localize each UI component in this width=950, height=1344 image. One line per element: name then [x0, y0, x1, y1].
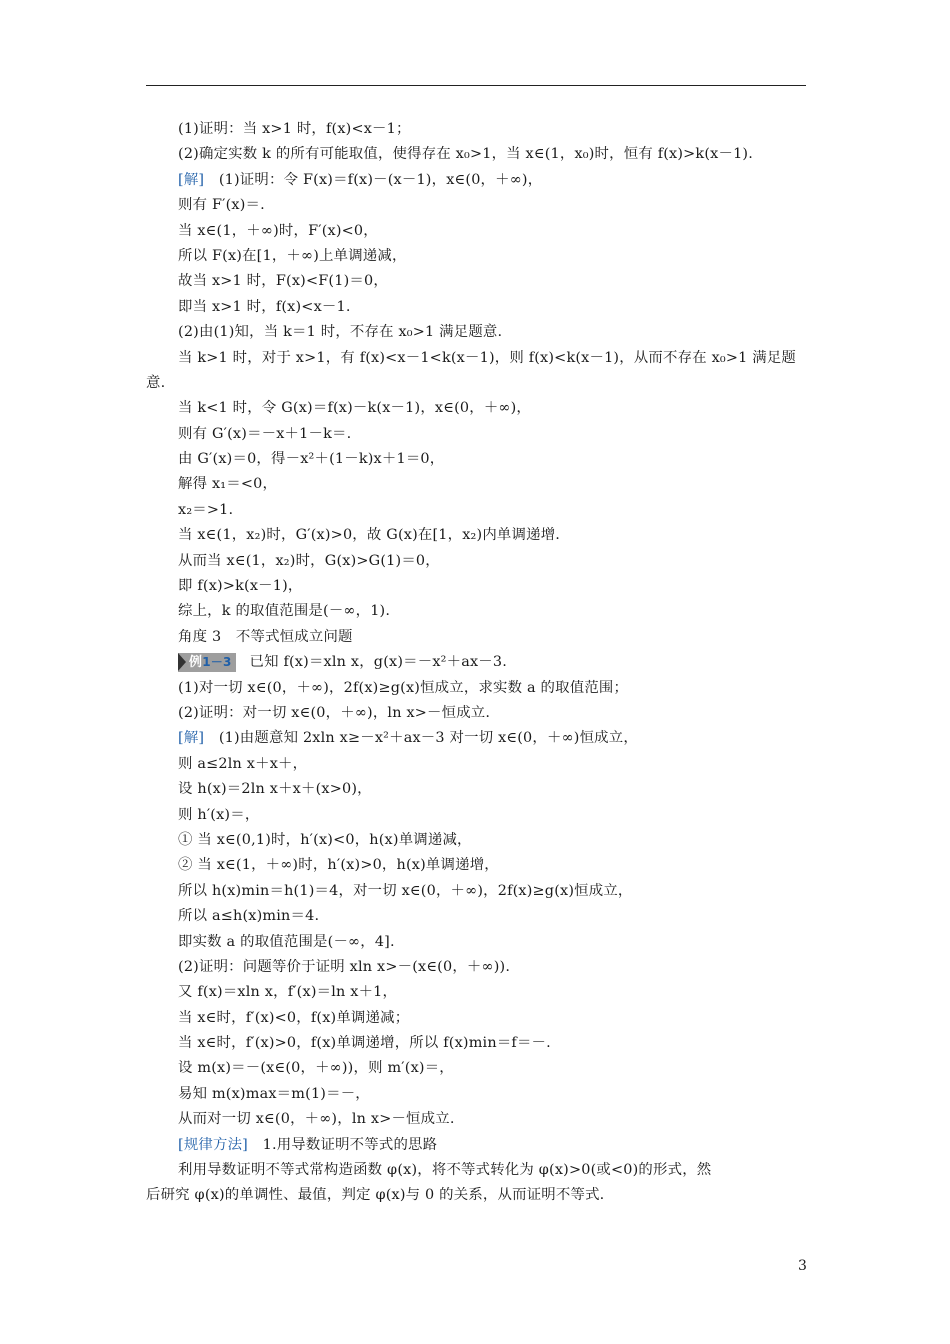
text-line	[146, 193, 810, 218]
line-text: 则 h′(x)＝，	[178, 806, 260, 823]
text-line	[146, 422, 810, 447]
text-line	[146, 1056, 810, 1081]
text-line	[146, 1107, 810, 1132]
line-text: (2)确定实数 k 的所有可能取值，使得存在 x₀>1，当 x∈(1，x₀)时，恒有 f(x)>k(x－1).	[178, 146, 754, 163]
text-line	[146, 346, 810, 371]
line-text: 综上，k 的取值范围是(－∞，1).	[178, 603, 391, 620]
text-line	[146, 320, 810, 345]
line-text: 意.	[146, 374, 166, 391]
text-line	[146, 1031, 810, 1056]
text-line	[146, 396, 810, 421]
text-line	[146, 549, 810, 574]
text-line	[146, 1158, 810, 1183]
line-text: 则 a≤2ln x＋x＋，	[178, 755, 308, 772]
text-line	[146, 117, 810, 142]
line-text: x₂＝>1.	[178, 501, 234, 518]
line-text: 故当 x>1 时，F(x)<F(1)＝0，	[178, 273, 388, 290]
text-line	[146, 142, 810, 167]
line-text: 即实数 a 的取值范围是(－∞，4].	[178, 933, 395, 950]
line-text: 角度 3 不等式恒成立问题	[178, 628, 353, 645]
text-line	[146, 219, 810, 244]
line-text: 当 x∈(1，＋∞)时，F′(x)<0，	[178, 222, 378, 239]
text-line	[146, 1006, 810, 1031]
line-text: 从而对一切 x∈(0，＋∞)，ln x>－恒成立.	[178, 1111, 455, 1128]
text-line	[146, 828, 810, 853]
example-label: 例	[189, 655, 203, 671]
line-text: 则有 G′(x)＝－x＋1－k＝.	[178, 425, 352, 442]
text-line	[146, 447, 810, 472]
line-text: 易知 m(x)max＝m(1)＝－，	[178, 1085, 370, 1102]
section-tag: [规律方法]	[178, 1136, 248, 1153]
text-line	[146, 625, 810, 650]
text-line	[146, 1082, 810, 1107]
section-tag: [解]	[178, 171, 205, 188]
text-line	[146, 599, 810, 624]
line-text: 当 x∈时，f′(x)<0，f(x)单调递减；	[178, 1009, 410, 1026]
line-text: 利用导数证明不等式常构造函数 φ(x)，将不等式转化为 φ(x)>0(或<0)的形式，然	[178, 1162, 712, 1179]
line-text: 后研究 φ(x)的单调性、最值，判定 φ(x)与 0 的关系，从而证明不等式.	[146, 1187, 605, 1204]
line-text: (1)证明：当 x>1 时，f(x)<x－1；	[178, 121, 411, 137]
text-line	[146, 904, 810, 929]
line-text: ② 当 x∈(1，＋∞)时，h′(x)>0，h(x)单调递增，	[178, 857, 499, 874]
example-number: 1－3	[202, 655, 232, 670]
line-text: (2)由(1)知，当 k＝1 时，不存在 x₀>1 满足题意.	[178, 324, 503, 341]
line-text: 当 x∈时，f′(x)>0，f(x)单调递增，所以 f(x)min＝f＝－.	[178, 1035, 551, 1052]
line-text: 已知 f(x)＝xln x，g(x)＝－x²＋ax－3.	[249, 654, 508, 671]
text-line	[146, 472, 810, 497]
text-line	[146, 574, 810, 599]
text-line	[146, 701, 810, 726]
text-line	[146, 498, 810, 523]
text-line	[146, 523, 810, 548]
text-line	[146, 371, 810, 396]
text-line	[146, 295, 810, 320]
line-text: 从而当 x∈(1，x₂)时，G(x)>G(1)＝0，	[178, 552, 440, 569]
line-text: (1)证明：令 F(x)＝f(x)－(x－1)，x∈(0，＋∞)，	[204, 171, 543, 188]
line-text: 又 f(x)＝xln x，f′(x)＝ln x＋1，	[178, 984, 398, 1001]
line-text: 1.用导数证明不等式的思路	[248, 1136, 438, 1153]
document-body	[146, 117, 810, 1209]
line-text: 当 k<1 时，令 G(x)＝f(x)－k(x－1)，x∈(0，＋∞)，	[178, 400, 532, 417]
text-line	[146, 244, 810, 269]
line-text: ① 当 x∈(0,1)时，h′(x)<0，h(x)单调递减，	[178, 831, 472, 848]
text-line	[146, 1183, 810, 1208]
text-line	[146, 676, 810, 701]
text-line	[146, 752, 810, 777]
text-line	[146, 269, 810, 294]
example-badge	[178, 653, 236, 672]
text-line	[146, 879, 810, 904]
text-line	[146, 168, 810, 193]
text-line	[146, 650, 810, 675]
line-text: 设 m(x)＝－(x∈(0，＋∞))，则 m′(x)＝，	[178, 1060, 454, 1077]
line-text: 即当 x>1 时，f(x)<x－1.	[178, 298, 351, 315]
line-text: 设 h(x)＝2ln x＋x＋(x>0)，	[178, 781, 372, 798]
text-line	[146, 980, 810, 1005]
line-text: 由 G′(x)＝0，得－x²＋(1－k)x＋1＝0，	[178, 451, 445, 468]
header-rule	[146, 85, 806, 86]
line-text: 所以 F(x)在[1，＋∞)上单调递减，	[178, 247, 407, 264]
text-line	[146, 726, 810, 751]
text-line	[146, 930, 810, 955]
line-text: (2)证明：问题等价于证明 xln x>－(x∈(0，＋∞)).	[178, 958, 511, 975]
text-line	[146, 853, 810, 878]
section-tag: [解]	[178, 730, 205, 747]
line-text: 当 x∈(1，x₂)时，G′(x)>0，故 G(x)在[1，x₂)内单调递增.	[178, 527, 561, 544]
line-text: 当 k>1 时，对于 x>1，有 f(x)<x－1<k(x－1)，则 f(x)<k(x－1)，从而不存在 x₀>1 满足题	[178, 349, 797, 366]
text-line	[146, 1133, 810, 1158]
line-text: 即 f(x)>k(x－1)，	[178, 578, 303, 595]
text-line	[146, 955, 810, 980]
line-text: (1)对一切 x∈(0，＋∞)，2f(x)≥g(x)恒成立，求实数 a 的取值范围；	[178, 679, 629, 696]
line-text: 所以 h(x)min＝h(1)＝4，对一切 x∈(0，＋∞)，2f(x)≥g(x)恒成立，	[178, 882, 633, 899]
text-line	[146, 803, 810, 828]
line-text: (1)由题意知 2xln x≥－x²＋ax－3 对一切 x∈(0，＋∞)恒成立，	[204, 730, 638, 747]
line-text: 则有 F′(x)＝.	[178, 197, 265, 214]
page-number: 3	[798, 1258, 807, 1274]
line-text: (2)证明：对一切 x∈(0，＋∞)，ln x>－恒成立.	[178, 704, 491, 721]
triangle-icon	[178, 653, 186, 671]
text-line	[146, 777, 810, 802]
line-text: 所以 a≤h(x)min＝4.	[178, 908, 320, 925]
line-text: 解得 x₁＝<0，	[178, 476, 278, 493]
